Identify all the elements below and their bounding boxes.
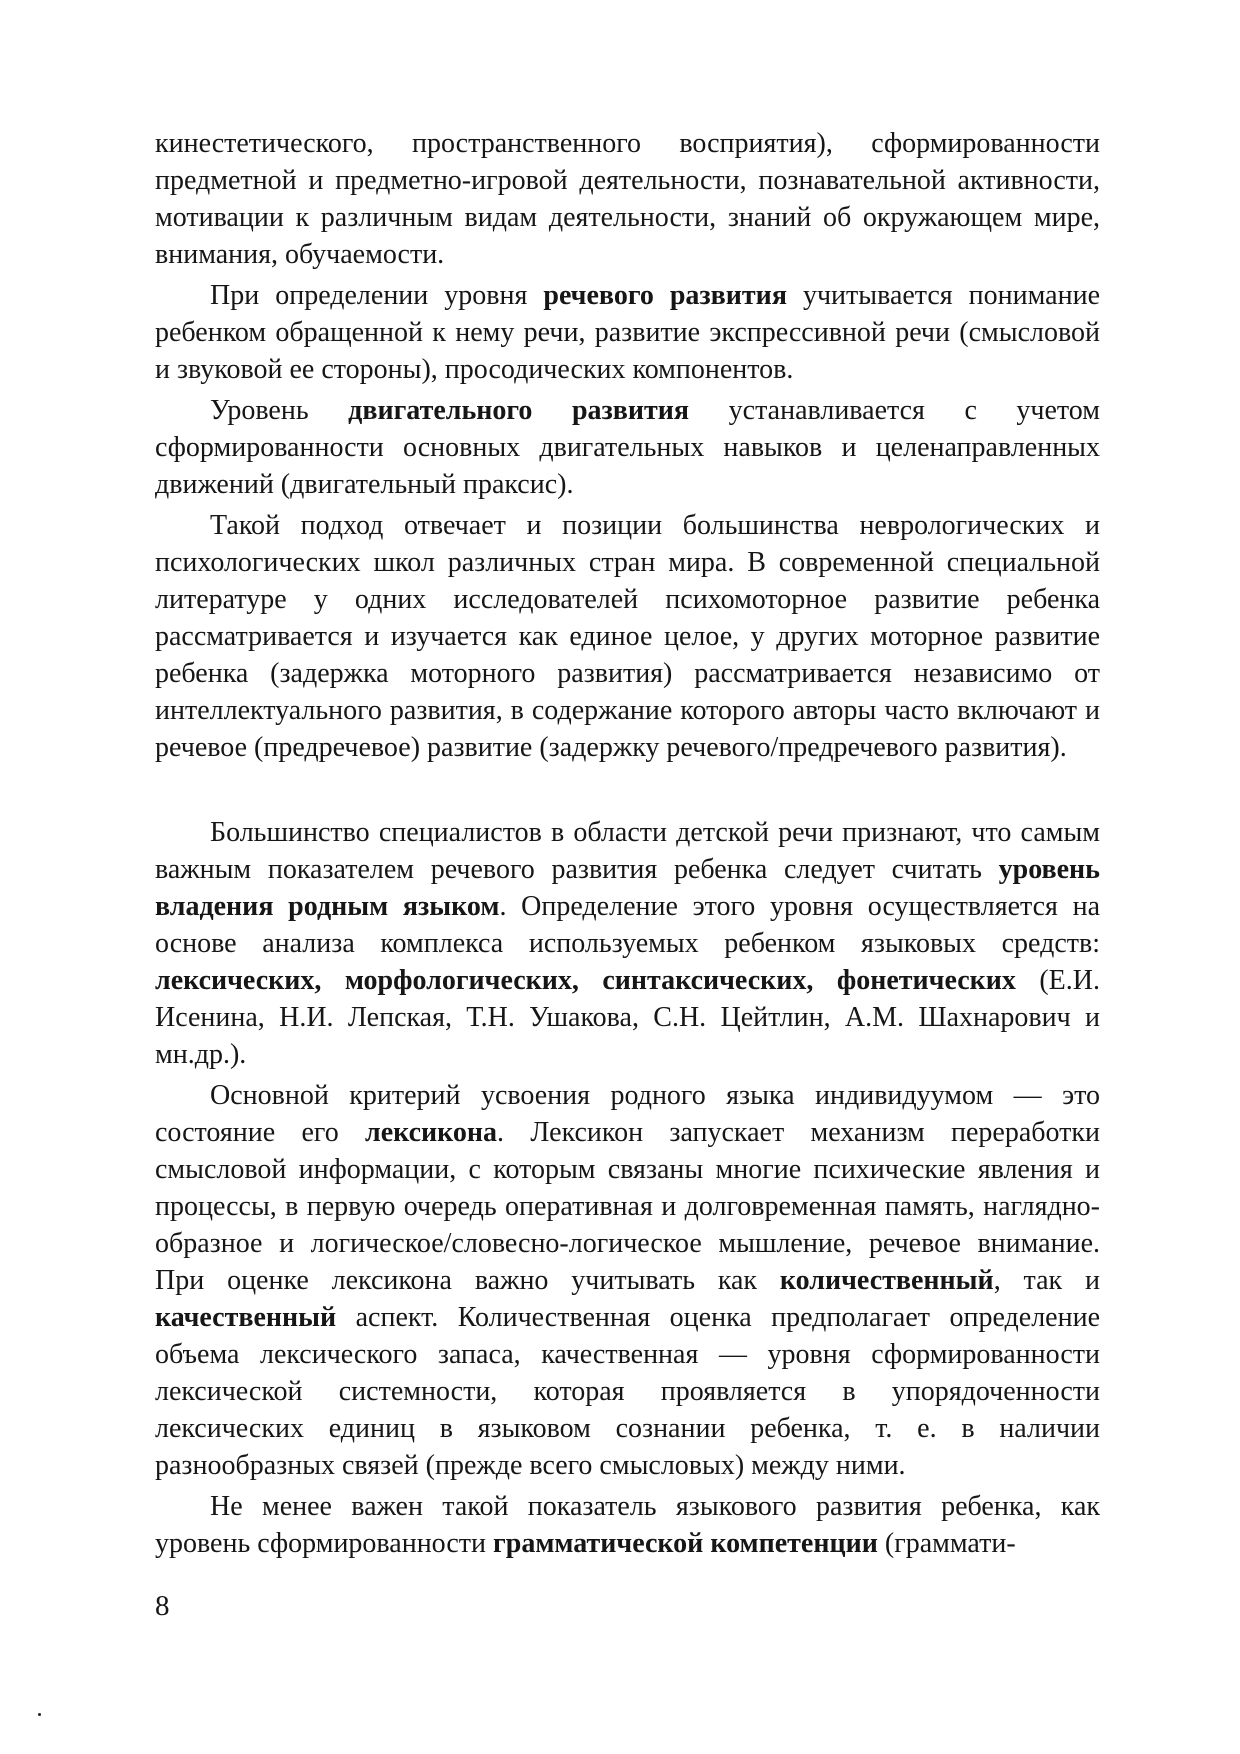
text-run: При определении уровня [210,280,544,311]
paragraph [155,1077,1100,1484]
text-run: Большинство специалистов в области детской речи признают, что самым важным показателем речевого развития ребенка следует считать [155,817,1100,885]
paragraph [155,814,1100,1073]
text-run: Такой подход отвечает и позиции большинства неврологических и психологических школ различных стран мира. В современной специальной литературе у одних исследователей психомоторное развитие ребенка рассматривается и изучается как единое целое, у других моторное развитие ребенка (задержка моторного развития) рассматривается независимо от интеллектуального развития, в содержание которого авторы часто включают и речевое (предречевое) развитие (задержку речевого/предречевого развития). [155,510,1100,763]
text-run: . Лексикон запускает механизм переработки смысловой информации, с которым связаны многие психические явления и процессы, в первую очередь оперативная и долговременная память, наглядно-образное и логическое/словесно-логическое мышление, речевое внимание. При оценке лексикона важно учитывать как [155,1117,1100,1296]
bold-term: речевого развития [543,280,787,311]
paragraph [155,1488,1100,1562]
paragraph [155,277,1100,388]
paragraph [155,125,1100,273]
text-run: Уровень [210,395,349,426]
bold-term: лексических, морфологических, синтаксических, фонетических [155,965,1016,996]
bold-term: качественный [155,1302,337,1333]
paragraph [155,507,1100,766]
bold-term: уровень владения родным языком [155,854,1100,922]
page-body [155,125,1100,1562]
text-run: Основной критерий усвоения родного языка индивидуумом — это состояние его [155,1080,1100,1148]
text-run: учитывается понимание ребенком обращенной к нему речи, развитие экспрессивной речи (смысловой и звуковой ее стороны), просодических компонентов. [155,280,1100,385]
bold-term: количественный [779,1265,994,1296]
text-run: аспект. Количественная оценка предполагает определение объема лексического запаса, качественная — уровня сформированности лексической системности, которая проявляется в упорядоченности лексических единиц в языковом сознании ребенка, т. е. в наличии разнообразных связей (прежде всего смысловых) между ними. [155,1302,1100,1481]
text-run: , так и [993,1265,1100,1296]
text-run: . Определение этого уровня осуществляется на основе анализа комплекса используемых ребенком языковых средств: [155,891,1101,959]
page-number: 8 [155,1590,170,1622]
bold-term: грамматической компетенции [493,1528,878,1559]
bold-term: лексикона [365,1117,498,1148]
scan-speck [38,1713,41,1716]
text-run: кинестетического, пространственного восприятия), сформированности предметной и предметно-игровой деятельности, познавательной активности, мотивации к различным видам деятельности, знаний об окружающем мире, внимания, обучаемости. [155,128,1100,270]
text-run: (граммати- [877,1528,1016,1559]
paragraph [155,392,1100,503]
text-run: устанавливается с учетом сформированности основных двигательных навыков и целенаправленных движений (двигательный праксис). [155,395,1100,500]
text-run: Не менее важен такой показатель языкового развития ребенка, как уровень сформированности [155,1491,1100,1559]
text-run: (Е.И. Исенина, Н.И. Лепская, Т.Н. Ушакова, С.Н. Цейтлин, А.М. Шахнарович и мн.др.). [155,965,1100,1070]
bold-term: двигательного развития [348,395,690,426]
